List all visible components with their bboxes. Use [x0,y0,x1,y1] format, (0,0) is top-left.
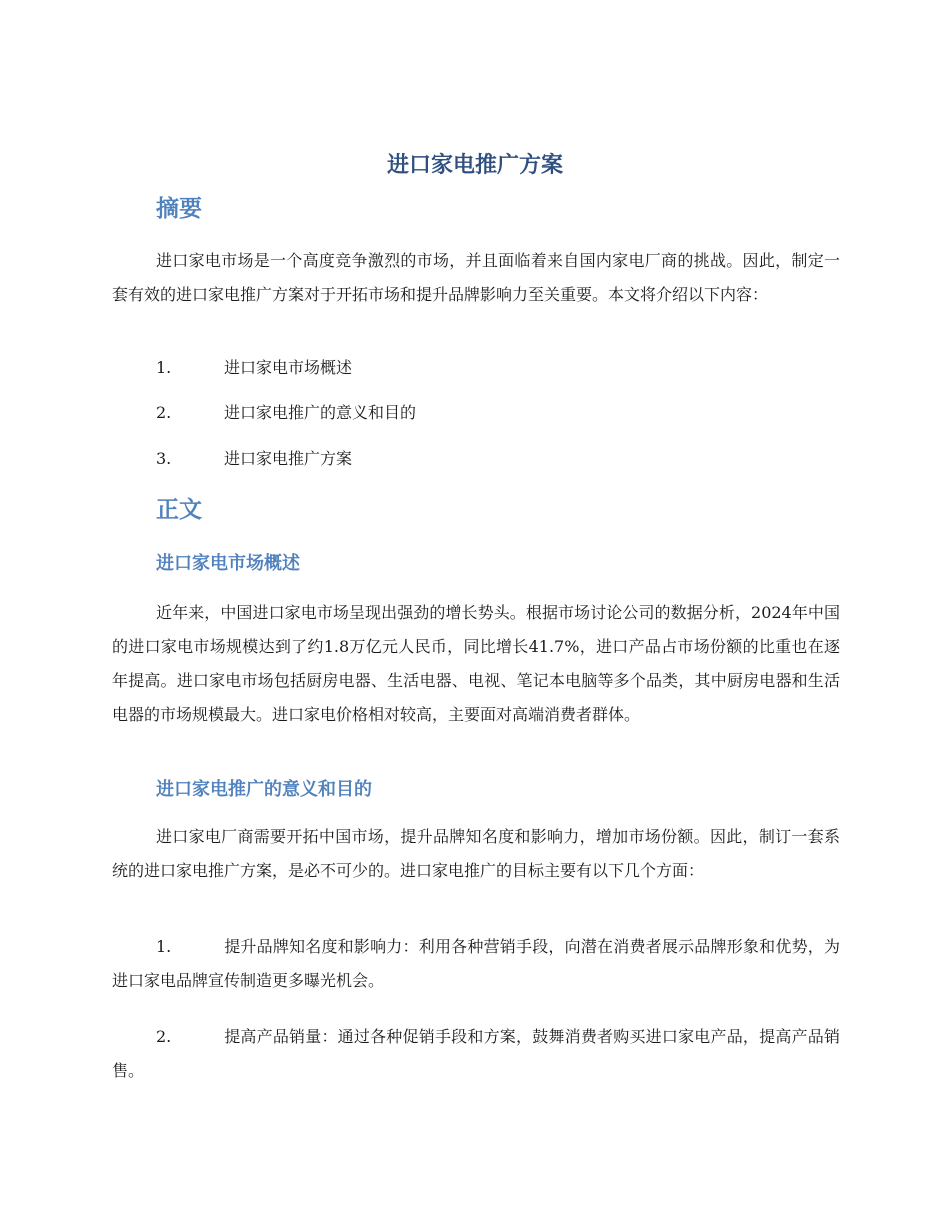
list-text: 提升品牌知名度和影响力：利用各种营销手段，向潜在消费者展示品牌形象和优势，为进口家电品牌宣传制造更多曝光机会。 [112,937,840,990]
list-number: 2. [156,403,172,422]
market-overview-paragraph: 近年来，中国进口家电市场呈现出强劲的增长势头。根据市场讨论公司的数据分析，2024年中国的进口家电市场规模达到了约1.8万亿元人民币，同比增长41.7%，进口产品占市场份额的比重也在逐年提高。进口家电市场包括厨房电器、生活电器、电视、笔记本电脑等多个品类，其中厨房电器和生活电器的市场规模最大。进口家电价格相对较高，主要面对高端消费者群体。 [112,603,840,724]
list-number: 2. [156,1027,172,1046]
list-item [112,930,840,998]
abstract-paragraph: 进口家电市场是一个高度竞争激烈的市场，并且面临着来自国内家电厂商的挑战。因此，制定一套有效的进口家电推广方案对于开拓市场和提升品牌影响力至关重要。本文将介绍以下内容： [112,251,840,304]
list-text: 进口家电市场概述 [224,358,353,377]
list-text: 进口家电推广的意义和目的 [224,403,417,422]
list-item [112,396,840,430]
section-heading-promotion-purpose: 进口家电推广的意义和目的 [156,779,372,800]
abstract-heading: 摘要 [156,196,202,222]
list-text: 进口家电推广方案 [224,449,353,468]
document-title: 进口家电推广方案 [386,153,563,178]
list-text: 提高产品销量：通过各种促销手段和方案，鼓舞消费者购买进口家电产品，提高产品销售。 [112,1027,840,1080]
promotion-purpose-paragraph: 进口家电厂商需要开拓中国市场，提升品牌知名度和影响力，增加市场份额。因此，制订一套系统的进口家电推广方案，是必不可少的。进口家电推广的目标主要有以下几个方面： [112,827,840,880]
list-item [112,351,840,385]
list-number: 1. [156,937,172,956]
list-item [112,442,840,476]
section-heading-market-overview: 进口家电市场概述 [156,553,300,574]
list-number: 1. [156,358,172,377]
list-item [112,1020,840,1088]
list-number: 3. [156,449,172,468]
body-heading: 正文 [156,497,202,523]
